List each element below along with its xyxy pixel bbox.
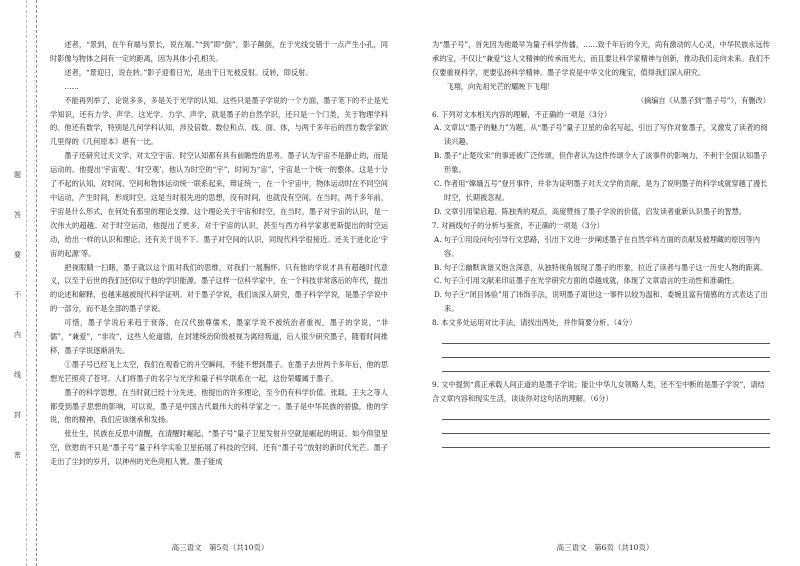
answer-line[interactable] — [442, 330, 770, 344]
paragraph: 飞翔，向先祖光芒的耀映下飞翔！ — [446, 81, 555, 91]
answer-line[interactable] — [442, 358, 770, 372]
binding-label: 要 — [14, 251, 21, 259]
page-footer-right: 高三语文 第6页（共10页） — [556, 543, 654, 552]
source-note: （摘编自《从墨子到“墨子号”》，有删改） — [636, 95, 770, 105]
question-6-stem: 6. 下列对文本相关内容的理解，不正确的一项是（3分） — [432, 109, 612, 119]
page-footer-left: 高三语文 第5页（共10页） — [171, 543, 269, 552]
right-page — [432, 38, 770, 538]
answer-line[interactable] — [442, 344, 770, 358]
question-7-option-c: C. 句子③引用文献来印证墨子在光学研究方面的卓越成就，体现了文章语言的生动性和准确性。 — [434, 276, 739, 286]
question-9-stem: 9. 文中提到“真正承载人间正道的是墨子学说；能让中华儿女领略人类，还不至中断的是墨子学说”，请结合文章内容和现实生活，谈谈你对这句话的理解。（6分） — [432, 380, 765, 403]
binding-label: 答 — [14, 211, 21, 219]
question-7-option-b: B. 句子②幽默诙谐又饱含深意，从独特视角展现了墨子的形象，拉近了读者与墨子这一历史人物的距离。 — [434, 262, 768, 272]
paragraph: 把视眼睛一扫睹，墨子就以这个面对我们的思维，对我们一展胸怀。只有他的学说才具有超越时代意义，以至于后世的我们还惊叹于他的学识能源。墨子这样一位科学家中，在一个科技非常落后的年代，提出的论述和解释，也越来越被现代科学证明。对于墨子学说，我们该深入研究，墨子科学学说，是墨子学说中的一部分，而不是全部的墨子学说。 — [50, 262, 388, 314]
binding-margin — [0, 0, 42, 566]
binding-label: 题 — [14, 171, 21, 179]
question-6-option-a: A. 文章以“墨子的魅力”为题，从“墨子号”量子卫星的命名写起，引出了写作对象墨子，又激发了读者的阅读兴趣。 — [434, 123, 768, 147]
paragraph: 张仕生，民族在反思中清醒，在清醒时崛起，“墨子号”量子卫星发射升空就是崛起的明证。如今仰望星空，欣慰的不只是“墨子号”量子科学实验卫星拓展了科技的空间，还有“墨子号”放射的新时代光芒。墨子走出了尘封的岁月，以神州的光色亮相人寰。墨子能成 — [50, 429, 388, 467]
binding-label: 封 — [14, 411, 21, 419]
binding-label: 线 — [14, 371, 21, 379]
binding-line-inner — [26, 0, 27, 566]
answer-line[interactable] — [442, 406, 770, 420]
question-7-stem: 7. 对画线句子的分析与鉴赏，不正确的一项是（3分） — [432, 220, 604, 230]
answer-line[interactable] — [442, 420, 770, 434]
paragraph: 为“墨子号”，首先因为他最早为量子科学传播，……致千年后的今天，尚有激动的人心灵，中华民族永远传承的宝，不仅让“兼爱”这人文精神的传承而光大，而且要让科学家精神与创新，推动我们走向未来。我们不仅要重视科学，更要弘扬科学精神。墨子学说是中华文化的瑰宝，值得我们深入研究。 — [432, 40, 770, 77]
answer-line[interactable] — [442, 434, 770, 448]
paragraph: 墨子的科学思想，在当时就已经十分先进，他提出的许多理论，至今仍有科学价值。张载、王夫之等人都受到墨子思想的影响，可以说，墨子是中国古代最伟大的科学家之一。墨子是中华民族的骄傲，他的学说，他的精神，我们应该继承和发扬。 — [50, 387, 388, 425]
question-6-option-b: B. 墨子“止楚攻宋”的事迹被广泛传颂，但作者认为这件传颂令大了该事件的影响力，不利于全面认知墨子形象。 — [434, 151, 768, 175]
paragraph: 墨子还研究过天文学，对太空宇宙、时空认知都有具有前瞻性的思考。墨子认为宇宙不是静止的，而是运动的。他提出‘宇宙观’、‘时空观’，他认为时空的“宇”，时间为“宙”，宇宙是一个统一的整体。这是十分了不起的认知，对时间、空间和物体运动统一联系起来，辩证统一，在一个宇宙中，物体运动时在不同空间中运动，产生时间，形成时空。这是当时很先进的思想，没有时间，也就没有空间。在当时，两千多年前，宇宙是什么形式，在何处有那里的理论支撑。这个理论关于宇宙和时空，在当时，墨子对宇宙的认识，是一次伟大的超越。对于时空运动，他提出了更多，对于宇宙的认识，甚至与西方科学家惠更斯提出的时空运动，给出一样的认识和理论。还有关于说不下。墨子对空间的认识，同现代科学很接近。还关于进化论‘宇宙的起源’等。 — [50, 151, 388, 258]
left-page — [50, 38, 388, 538]
binding-dots: · · · · · · · · · · · · · · · · · · · · · · · · · · · · · · · · · · · · · · · · · · · · · · · · · · · · · — [30, 30, 37, 231]
question-7-option-d: D. 句子④“闭目体验”用了讳饰手法，说明墨子离世这一事件以较为温和、委婉且富有情感的方式表达了出来。 — [434, 290, 768, 314]
paragraph: 述者，“景迎日，说在转。”影子迎着日光，是由于日光被反射。反转，即反射。 — [64, 67, 313, 77]
paragraph: …… — [64, 81, 79, 91]
question-6-option-d: D. 文章引用梁启超、陈独秀的观点，高度赞扬了墨子学说的价值，启发读者重新认识墨子的智慧。 — [434, 206, 746, 216]
binding-label: 内 — [14, 331, 21, 339]
paragraph: ①墨子号已经飞上太空，我们在观看它的升空瞬间，不能不想到墨子。在墨子去世两千多年后，他的思想光芒照亮了苍穹。人们将墨子的名字与光学和量子科学联系在一起，这份荣耀属于墨子。 — [50, 359, 388, 383]
question-7-option-a: A. 句子①用设问句引导行文思路，引出下文进一步阐述墨子在自然学科方面的贡献及被埋藏的原因等内容。 — [434, 234, 761, 258]
paragraph: 不能再列举了，论说多多，多是关于光学的认知。这些只是墨子学说的一个方面，墨子笔下的不止是光学知识，还有力学、声学。这光学、力学、声学，就是墨子的自然学识，还只是一个门类，关于物理学科的。他还有数学，特别是几何学科认知，涉及倍数、数位和点、线、面、体，与两千多年后的西方数学家欧几里得的《几何原本》堪有一比。 — [50, 95, 388, 147]
binding-label: 密 — [14, 451, 21, 459]
paragraph: 述者，“景到，在午有端与景长，说在端。”“到”即“倒”，影子颠倒，在于光线交错于一点产生小孔，同时影像与物体之间有一定的距离，因为具体小孔相关。 — [50, 40, 388, 63]
binding-label: 不 — [14, 291, 21, 299]
paragraph: 可惜，墨子学说后来趋于衰落，在汉代独尊儒术，墨家学说不被统治者重视，墨子的学说，“非儒”，“兼爱”，“非攻”，这些人伦道德，在封建统治阶级被视为离经叛道，后人很少研究墨子，随着时间推移，墨子学说逐渐消失。 — [50, 318, 388, 355]
question-8-stem: 8. 本文多处运用对比手法，请找出两处，并作简要分析。（4分） — [432, 318, 637, 328]
question-6-option-c: C. 作者用“嫦娥五号”登月事件，并非为证明墨子对天文学的贡献，是为了说明墨子的科学成就穿越了漫长时空，长期被忽视。 — [434, 179, 768, 202]
